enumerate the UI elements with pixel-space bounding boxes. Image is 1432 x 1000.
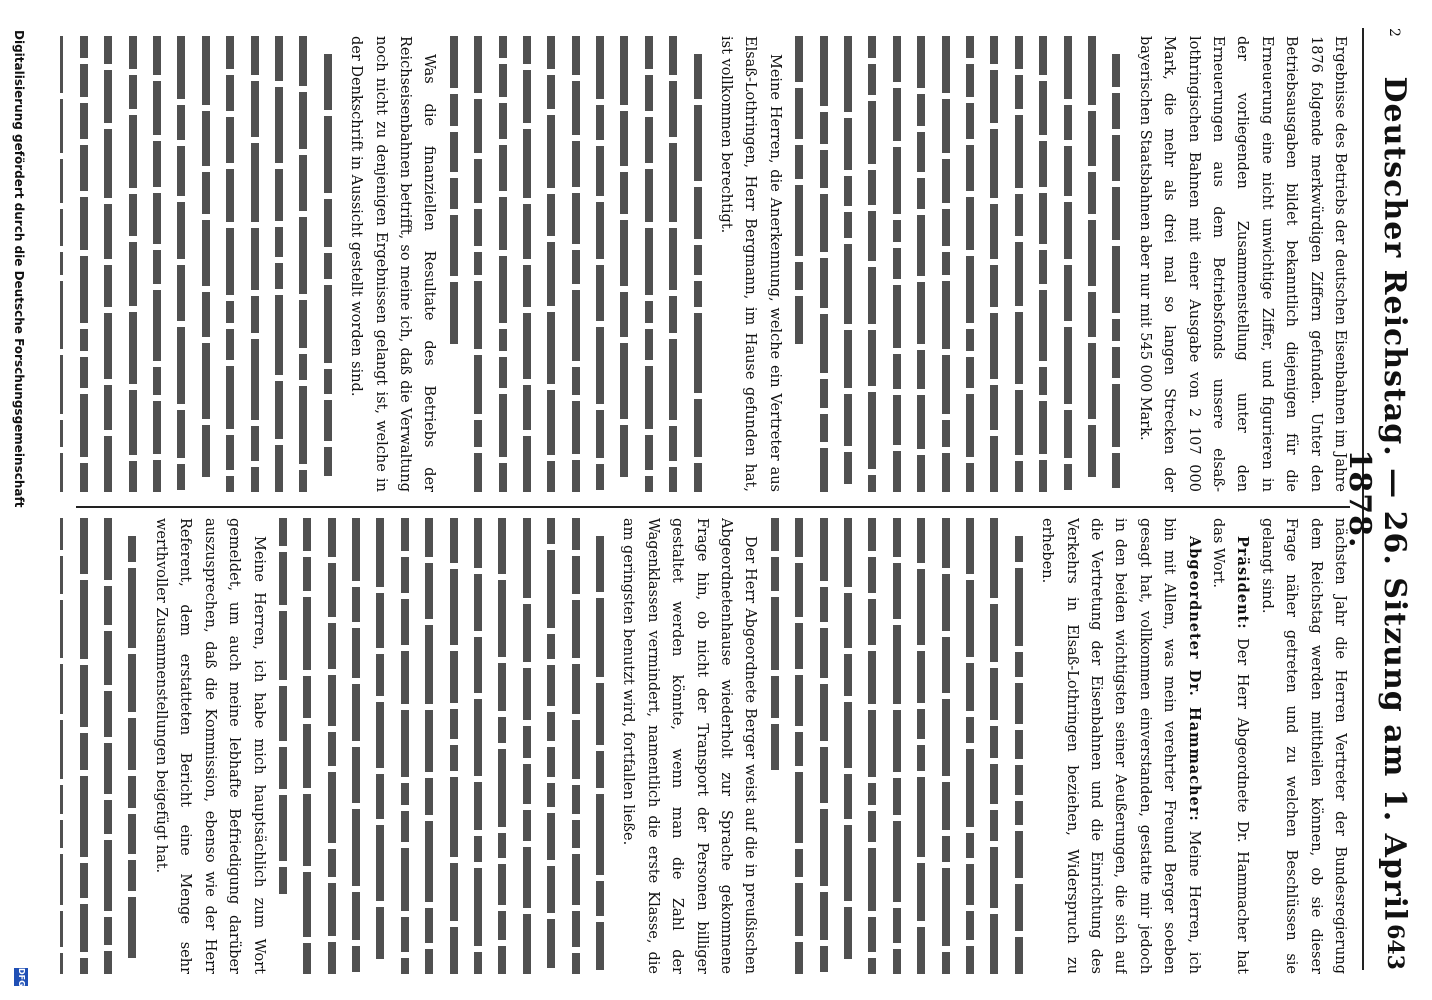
text-lines-block: [60, 36, 340, 492]
text-lines-block: [441, 36, 709, 492]
text-line: [539, 518, 563, 974]
text-line: [588, 36, 612, 492]
text-line: [1104, 36, 1128, 492]
speaker-text: Meine Herren, ich bin mit Allem, was mein verehrter Freund Berger soeben gesagt hat, vollkommen einverstanden, gestatte mir jedoch in den beiden wichtigsten seiner Aeußerungen, die sich auf die Vertretung der Eisenbahnen und die Einrichtung des Verkehrs in Elsaß-Lothringen beziehen, Widerspruch zu erheben.: [1039, 518, 1202, 974]
text-line: [1006, 36, 1030, 492]
text-line: [295, 518, 319, 974]
text-line: [169, 36, 193, 492]
page-title: Deutscher Reichstag. — 26. Sitzung am 1. April 1878.: [1342, 76, 1412, 922]
text-line: [145, 36, 169, 492]
text-line: [982, 518, 1006, 974]
text-line: [218, 36, 242, 492]
text-line: [319, 518, 343, 974]
speaker-text: Der Herr Abgeordnete Dr. Hammacher hat das Wort.: [1209, 518, 1251, 974]
left-opening-paragraph: Ergebnisse des Betriebs der deutschen Eisenbahnen im Jahre 1876 folgende merkwürdigen Ziffern gefunden. Unter den Betriebsausgaben bildet bekanntlich diejenigen für die Erneuerung eine nicht unwichtige Ziffer, und figurieren in der vorliegenden Zusammenstellung unter den Erneuerungen aus dem Betriebsfonds unsere elsaß-lothringischen Bahnen mit einer Ausgabe von 2 107 000 Mark, die mehr als drei mal so langen Strecken der bayerischen Staatsbahnen aber nur mit 545 000 Mark.: [1136, 36, 1348, 492]
text-line: [860, 518, 884, 974]
text-lines-block: [787, 36, 1128, 492]
text-line: [762, 518, 786, 974]
text-line: [909, 36, 933, 492]
text-line: [539, 36, 563, 492]
text-line: [267, 36, 291, 492]
text-line: [60, 36, 71, 492]
text-line: [787, 36, 811, 492]
text-line: [588, 518, 612, 974]
text-line: [563, 36, 587, 492]
text-line: [787, 518, 811, 974]
right-opening-paragraph: nächsten Jahr die Herren Vertreter der Bundesregierung dem Reichstag werden mittheilen können, ob sie dieser Frage näher getreten und zu welchen Beschlüssen sie gelangt sind.: [1258, 518, 1348, 974]
text-line: [193, 36, 217, 492]
text-line: [466, 518, 490, 974]
text-line: [96, 518, 120, 974]
left-paragraph-2: Meine Herren, die Anerkennung, welche ein Vertreter aus Elsaß-Lothringen, Herr Bergmann, im Hause gefunden hat, ist vollkommen berechtigt.: [718, 36, 783, 492]
text-line: [661, 36, 685, 492]
text-line: [958, 518, 982, 974]
text-line: [860, 36, 884, 492]
text-line: [811, 36, 835, 492]
text-line: [242, 36, 266, 492]
text-line: [636, 36, 660, 492]
right-paragraph-4: Meine Herren, ich habe mich hauptsächlich zum Wort gemeldet, um auch meine lebhafte Befriedigung darüber auszusprechen, daß die Kommission, ebenso wie der Herr Referent, dem erstatteten Bericht eine Menge sehr werthvoller Zusammenstellungen beigefügt hat.: [152, 518, 267, 974]
text-line: [368, 518, 392, 974]
text-line: [982, 36, 1006, 492]
text-line: [441, 36, 465, 492]
text-line: [1031, 36, 1055, 492]
text-line: [685, 36, 709, 492]
text-line: [958, 36, 982, 492]
page-footer: [6, 0, 30, 1000]
speaker-name: Abgeordneter Dr. Hammacher:: [1185, 536, 1203, 822]
right-column: [60, 518, 1352, 974]
text-line: [60, 518, 71, 974]
text-line: [344, 518, 368, 974]
text-line: [271, 518, 295, 974]
left-paragraph-3: Was die finanziellen Resultate des Betriebs der Reichseisenbahnen betrifft, so meine ich, daß die Verwaltung noch nicht zu denjenigen Ergebnissen gelangt ist, welche in der Denkschrift in Aussicht gestellt worden sind.: [348, 36, 438, 492]
text-line: [1055, 36, 1079, 492]
text-line: [71, 518, 95, 974]
column-divider: [76, 506, 1350, 508]
text-line: [315, 36, 339, 492]
text-line: [1006, 518, 1030, 974]
header-left-mark: 2: [1386, 28, 1402, 37]
speaker-name: Präsident:: [1234, 536, 1252, 630]
digitization-credit: Digitalisierung gefördert durch die Deutsche Forschungsgemeinschaft: [12, 30, 26, 508]
speaker-paragraph: [1035, 518, 1206, 974]
text-line: [836, 518, 860, 974]
text-line: [563, 518, 587, 974]
dfg-logo-icon: DFG: [14, 968, 28, 986]
page-header: [1342, 28, 1420, 970]
text-line: [514, 518, 538, 974]
text-line: [71, 36, 95, 492]
text-line: [909, 518, 933, 974]
text-line: [417, 518, 441, 974]
right-paragraph-3: Der Herr Abgeordnete Berger weist auf die in preußischen Abgeordnetenhause wiederholt zur Sprache gekommene Frage hin, ob nicht der Transport der Personen billiger gestaltet werden könnte, wenn man die Zahl der Wagenklassen vermindert, namentlich die erste Klasse, die am geringsten benutzt wird, fortfallen ließe.: [620, 518, 759, 974]
left-column: [60, 36, 1352, 492]
text-line: [933, 518, 957, 974]
text-line: [490, 36, 514, 492]
text-line: [1080, 36, 1104, 492]
text-line: [884, 36, 908, 492]
text-line: [120, 36, 144, 492]
text-lines-block: [271, 518, 612, 974]
text-line: [291, 36, 315, 492]
text-line: [466, 36, 490, 492]
text-line: [441, 518, 465, 974]
text-line: [515, 36, 539, 492]
text-line: [836, 36, 860, 492]
text-lines-block: [762, 518, 1030, 974]
page-number: 643: [1382, 924, 1408, 970]
text-line: [392, 518, 416, 974]
text-line: [884, 518, 908, 974]
text-line: [933, 36, 957, 492]
text-line: [490, 518, 514, 974]
text-line: [612, 36, 636, 492]
speaker-paragraph: [1206, 518, 1255, 974]
text-line: [120, 518, 144, 974]
text-line: [96, 36, 120, 492]
text-line: [811, 518, 835, 974]
text-lines-block: [60, 518, 144, 974]
